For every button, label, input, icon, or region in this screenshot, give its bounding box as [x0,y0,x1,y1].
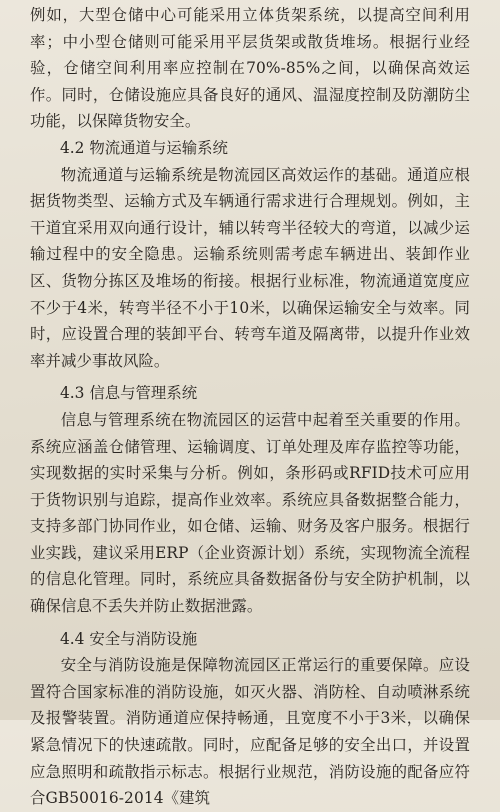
section-4-3-paragraph: 信息与管理系统在物流园区的运营中起着至关重要的作用。系统应涵盖仓储管理、运输调度、订单处理及库存监控等功能，实现数据的实时采集与分析。例如，条形码或RFID技术可应用于货物识别与追踪，提高作业效率。系统应具备数据整合能力，支持多部门协同作业，如仓储、运输、财务及客户服务。根据行业实践，建议采用ERP（企业资源计划）系统，实现物流全流程的信息化管理。同时，系统应具备数据备份与安全防护机制，以确保信息不丢失并防止数据泄露。 [30,410,470,616]
section-4-4-paragraph: 安全与消防设施是保障物流园区正常运行的重要保障。应设置符合国家标准的消防设施，如灭火器、消防栓、自动喷淋系统及报警装置。消防通道应保持畅通，且宽度不小于3米，以确保紧急情况下的快速疏散。同时，应配备足够的安全出口，并设置应急照明和疏散指示标志。根据行业规范，消防设施的配备应符合GB50016-2014《建筑 [30,656,470,808]
section-4-2-paragraph: 物流通道与运输系统是物流园区高效运作的基础。通道应根据货物类型、运输方式及车辆通行需求进行合理规划。例如，主干道宜采用双向通行设计，辅以转弯半径较大的弯道，以减少运输过程中的安全隐患。运输系统则需考虑车辆进出、装卸作业区、货物分拣区及堆场的衔接。根据行业标准，物流通道宽度应不少于4米，转弯半径不小于10米，以确保运输安全与效率。同时，应设置合理的装卸平台、转弯车道及隔离带，以提升作业效率并减少事故风险。 [30,165,470,370]
section-4-3-heading: 4.3 信息与管理系统 [60,384,198,403]
section-4-1-tail-paragraph: 例如，大型仓储中心可能采用立体货架系统，以提高空间利用率；中小型仓储则可能采用平层货架或散货堆场。根据行业经验，仓储空间利用率应控制在70%-85%之间，以确保高效运作。同时，仓储设施应具备良好的通风、温湿度控制及防潮防尘功能，以保障货物安全。 [30,6,470,131]
section-4-4-heading: 4.4 安全与消防设施 [60,629,198,648]
section-4-2-heading: 4.2 物流通道与运输系统 [60,138,228,157]
